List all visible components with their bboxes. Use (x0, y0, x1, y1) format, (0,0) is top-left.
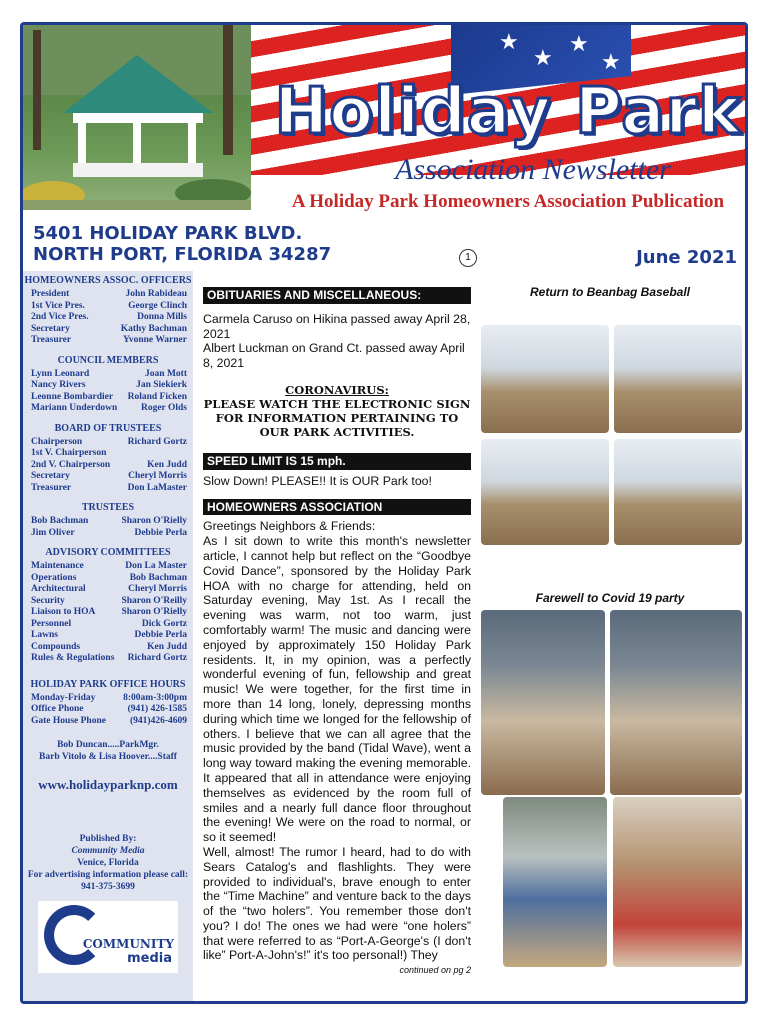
hoa-paragraph-1: As I sit down to write this month's newsletter article, I cannot help but reflect on the “Goodbye Covid Dance”, sponsored by the Holiday Park HOA with no charge for attending, held on Saturday evening, May 1st. As I recall the evening was warm, not too warm, just comfortably warm! The music and dancing were enjoyed by approximately 150 Holiday Park residents. It, in my opinion, was a perfectly wonderful evening of fun, fellowship and great music! We were together, for the first time in more than 14 long, lonely, depressing months during which time we longed for the fellowship of others. I believe that we can all agree that the music provided by the band (Tidal Wave), went a long way toward making the evening memorable. It appeared that all in attendance were enjoying themselves as evidenced by the room full of smiles and a nearly full dance floor throughout the evening! We were on the road to normal, or so it seemed! (203, 534, 471, 845)
coronavirus-heading: CORONAVIRUS: (285, 382, 389, 397)
address-line-1: 5401 HOLIDAY PARK BLVD. (33, 223, 303, 244)
committee-row: Personnel Dick Gortz (31, 618, 187, 629)
gazebo-photo (23, 25, 251, 210)
logo-swoosh-icon (44, 905, 104, 965)
officer-row: Secretary Kathy Bachman (31, 323, 187, 334)
newsletter-subtitle: Association Newsletter (395, 153, 671, 186)
caption-beanbag: Return to Beanbag Baseball (529, 285, 691, 299)
hours-row: Gate House Phone (941)426-4609 (31, 715, 187, 726)
publisher-name: Community Media (71, 846, 145, 856)
office-hours-heading: HOLIDAY PARK OFFICE HOURS (30, 678, 186, 690)
beanbag-photo-1 (481, 325, 609, 433)
committee-row: Liaison to HOA Sharon O'Rielly (31, 607, 187, 617)
american-flag-banner: ★ ★ ★ ★ (251, 25, 748, 175)
hoa-heading: HOMEOWNERS ASSOCIATION (203, 499, 471, 516)
address-block (33, 223, 331, 265)
officers-heading: HOMEOWNERS ASSOC. OFFICERS (24, 275, 192, 286)
officer-row: President John Rabideau (31, 289, 187, 299)
newsletter-page (20, 22, 748, 1004)
hoa-greeting: Greetings Neighbors & Friends: (203, 519, 376, 534)
speed-limit-text: Slow Down! PLEASE!! It is OUR Park too! (203, 473, 432, 488)
committee-row: Architectural Cheryl Morris (31, 584, 187, 594)
newsletter-title: Holiday Park (274, 75, 742, 149)
advertising-note: For advertising information please call: (27, 870, 189, 880)
staff-line-2: Barb Vitolo & Lisa Hoover....Staff (39, 752, 177, 762)
beanbag-photo-2 (614, 325, 742, 433)
page-number: 1 (459, 249, 477, 267)
committee-row: Rules & Regulations Richard Gortz (31, 653, 187, 663)
officer-row: Treasurer Yvonne Warner (31, 335, 187, 345)
trustee-row: Bob Bachman Sharon O'Rielly (31, 516, 187, 526)
gazebo-illustration (23, 25, 251, 210)
logo-word-media: media (127, 951, 172, 966)
committees-heading: ADVISORY COMMITTEES (45, 547, 171, 558)
committee-row: Security Sharon O'Reilly (31, 595, 187, 606)
continued-note: continued on pg 2 (399, 965, 471, 976)
hoa-paragraph-2: Well, almost! The rumor I heard, had to do with Sears Catalog's and flashlights. They were provided to individual's, brave enough to enter the “Time Machine” and venture back to the days of the “two holers”. You remember those don't you? I do! The ones we had were “one holers” that were referred to as “Port-A-George's (I don't like” Port-A-John's!” it's too personal!) They (203, 844, 471, 963)
council-row: Leonne Bombardier Roland Ficken (31, 391, 187, 402)
speed-limit-heading: SPEED LIMIT IS 15 mph. (203, 453, 471, 470)
council-heading: COUNCIL MEMBERS (57, 354, 159, 366)
officers-sidebar (23, 271, 193, 1004)
committee-row: Compounds Ken Judd (31, 641, 187, 652)
website-link[interactable]: www.holidayparknp.com (38, 777, 178, 792)
address-line-2: NORTH PORT, FLORIDA 34287 (33, 244, 332, 265)
beanbag-photo-4 (614, 439, 742, 545)
logo-word-community: COMMUNITY (82, 937, 174, 951)
publication-line: A Holiday Park Homeowners Association Publication (291, 191, 725, 212)
obituaries-heading: OBITUARIES AND MISCELLANEOUS: (203, 287, 471, 304)
staff-line-1: Bob Duncan.....ParkMgr. (57, 740, 159, 750)
trustee-board-row: Secretary Cheryl Morris (31, 471, 187, 481)
committee-row: Operations Bob Bachman (31, 572, 187, 583)
board-of-trustees-heading: BOARD OF TRUSTEES (54, 422, 162, 434)
obituary-item: Carmela Caruso on Hikina passed away April 28, 2021 (203, 311, 471, 341)
coronavirus-notice: PLEASE WATCH THE ELECTRONIC SIGN FOR INFORMATION PERTAINING TO OUR PARK ACTIVITIES. (203, 396, 471, 439)
caption-farewell: Farewell to Covid 19 party (535, 591, 685, 605)
community-media-logo (38, 901, 178, 973)
party-photo-4 (613, 797, 742, 967)
main-article-column (203, 287, 471, 978)
party-photo-1 (481, 610, 605, 795)
council-row: Lynn Leonard Joan Mott (31, 368, 187, 379)
hours-row: Monday-Friday 8:00am-3:00pm (31, 692, 187, 703)
trustee-board-row: 2nd V. Chairperson Ken Judd (31, 459, 187, 470)
issue-date: June 2021 (636, 247, 737, 268)
council-row: Nancy Rivers Jan Siekierk (31, 380, 187, 390)
publisher-city: Venice, Florida (77, 858, 139, 868)
party-photo-2 (610, 610, 742, 795)
photo-column (475, 281, 745, 605)
officer-row: 1st Vice Pres. George Clinch (31, 300, 187, 311)
published-by-label: Published By: (79, 834, 137, 844)
council-row: Mariann Underdown Roger Olds (31, 403, 187, 413)
trustee-board-row: 1st V. Chairperson (31, 448, 107, 458)
trustee-board-row: Treasurer Don LaMaster (31, 482, 187, 493)
committee-row: Lawns Debbie Perla (31, 630, 187, 640)
trustee-row: Jim Oliver Debbie Perla (31, 527, 187, 538)
beanbag-photo-3 (481, 439, 609, 545)
officer-row: 2nd Vice Pres. Donna Mills (31, 312, 187, 322)
obituary-item: Albert Luckman on Grand Ct. passed away April 8, 2021 (203, 341, 465, 371)
trustee-board-row: Chairperson Richard Gortz (31, 436, 187, 447)
party-photo-3 (503, 797, 607, 967)
committee-row: Maintenance Don La Master (31, 561, 187, 571)
trustees-heading: TRUSTEES (81, 502, 135, 513)
advertising-phone: 941-375-3699 (81, 882, 135, 892)
hours-row: Office Phone (941) 426-1585 (31, 704, 187, 714)
